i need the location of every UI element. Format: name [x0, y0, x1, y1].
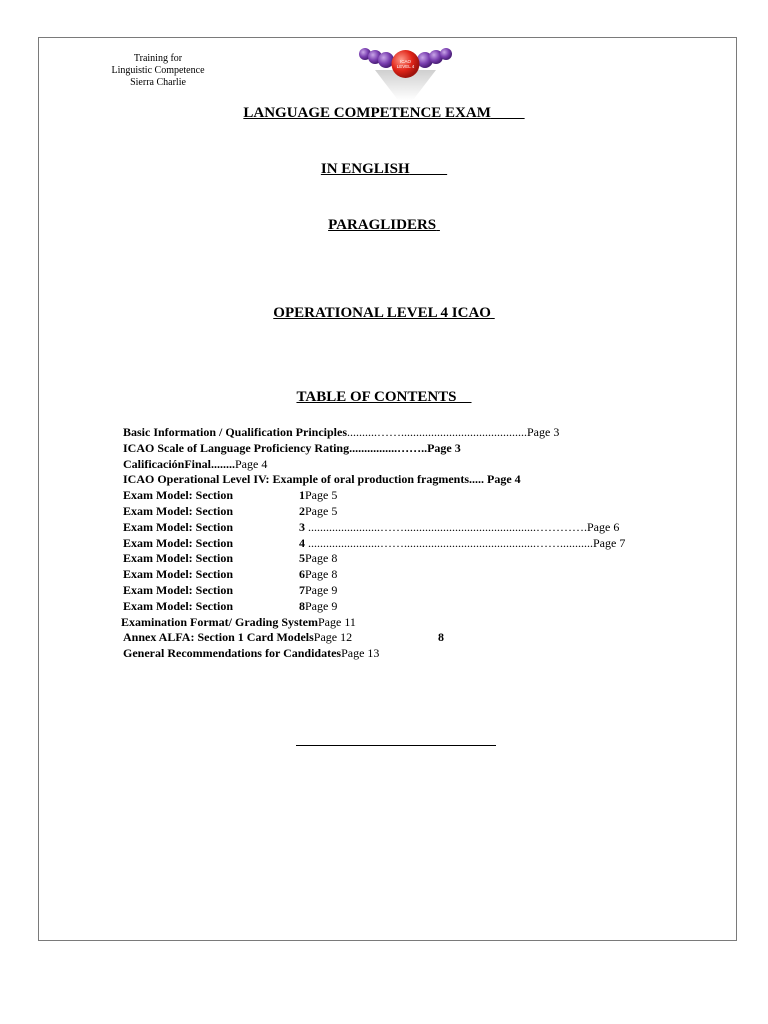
logo-text-2: LEVEL 4	[396, 64, 415, 69]
toc-entry-dots: ........................……............................................……...........	[308, 535, 593, 550]
org-line-1: Training for	[133, 53, 183, 64]
toc-entry-label: Exam Model: Section	[123, 488, 233, 503]
toc-entry-label: Annex ALFA: Section 1 Card Models	[123, 630, 314, 645]
section-number: 5	[299, 551, 305, 566]
section-number: 8	[299, 598, 305, 613]
organization-name	[93, 53, 223, 89]
language-title-text: IN ENGLISH	[320, 161, 410, 177]
toc-entry-label: ICAO Scale of Language Proficiency Rating................……..Page 3	[123, 440, 461, 455]
toc-entry-page: Page 7	[593, 535, 626, 550]
toc-entry-section-5[interactable]	[123, 551, 683, 567]
toc-entry-label: General Recommendations for Candidates	[123, 646, 342, 661]
toc-entry-section-2[interactable]	[123, 504, 683, 520]
org-line-2: Linguistic Competence	[111, 65, 205, 76]
toc-entry-section-1[interactable]	[123, 488, 683, 504]
toc-entry-page: Page 8	[305, 567, 338, 582]
toc-entry-section-6[interactable]	[123, 567, 683, 583]
toc-entry-label: Exam Model: Section	[123, 551, 233, 566]
language-title	[0, 161, 768, 178]
language-title-underline	[410, 161, 448, 177]
toc-entry-page: Page 12	[313, 630, 353, 645]
toc-entry-annex-alfa[interactable]	[123, 630, 683, 646]
toc-entry-icao-scale[interactable]	[123, 441, 683, 457]
toc-entry-label: ICAO Operational Level IV: Example of oral production fragments..... Page 4	[123, 472, 521, 487]
toc-entry-section-7[interactable]	[123, 583, 683, 599]
toc-entry-page: Page 3	[527, 425, 560, 439]
toc-entry-exam-format[interactable]	[121, 615, 683, 631]
logo-text-1: ICAO	[399, 59, 412, 64]
toc-entry-label: Exam Model: Section	[123, 503, 233, 518]
exam-title-text: LANGUAGE COMPETENCE EXAM	[243, 105, 491, 121]
annex-extra-number: 8	[438, 630, 444, 645]
level-title-text: OPERATIONAL LEVEL 4 ICAO	[273, 305, 491, 321]
toc-entry-section-3[interactable]	[123, 520, 683, 536]
toc-entry-label: Basic Information / Qualification Principles	[123, 425, 347, 439]
section-number: 4	[299, 535, 305, 550]
toc-heading-underline	[457, 389, 472, 405]
exam-title-underline	[491, 105, 525, 121]
toc-entry-page: Page 9	[305, 598, 338, 613]
toc-entry-page: Page 8	[305, 551, 338, 566]
toc-entry-recommendations[interactable]	[123, 646, 683, 662]
toc-entry-label: Exam Model: Section	[123, 535, 233, 550]
toc-entry-page: Page 5	[305, 503, 338, 518]
toc-entry-label: Exam Model: Section	[123, 519, 233, 534]
toc-entry-page: Page 9	[305, 582, 338, 597]
section-number: 7	[299, 582, 305, 597]
section-number: 3	[299, 519, 305, 534]
toc-entry-label: Exam Model: Section	[123, 567, 233, 582]
signature-line	[296, 745, 496, 746]
toc-entry-dots: ........................……............................................………….	[308, 519, 587, 534]
toc-entry-section-4[interactable]	[123, 536, 683, 552]
org-line-3: Sierra Charlie	[130, 77, 186, 88]
audience-title-text: PARAGLIDERS	[328, 217, 437, 233]
toc-entry-page: Page 4	[235, 456, 268, 471]
section-number: 1	[299, 488, 305, 503]
section-number: 6	[299, 567, 305, 582]
toc-entry-page: Page 5	[305, 488, 338, 503]
toc-entry-label: CalificaciónFinal........	[123, 456, 235, 471]
toc-entry-page: Page 13	[341, 646, 380, 661]
toc-entry-dots: ..........……..........................................	[347, 425, 527, 439]
toc-entry-page: Page 11	[318, 614, 356, 629]
section-number: 2	[299, 503, 305, 518]
toc-entry-basic-info[interactable]	[123, 425, 683, 441]
toc-entry-label: Examination Format/ Grading System	[121, 614, 318, 629]
toc-entry-label: Exam Model: Section	[123, 582, 233, 597]
toc-entry-section-8[interactable]	[123, 599, 683, 615]
exam-title	[0, 105, 768, 122]
toc-entry-page: Page 6	[587, 519, 620, 534]
toc-heading-text: TABLE OF CONTENTS	[296, 389, 457, 405]
table-of-contents	[123, 425, 683, 662]
toc-entry-calificacion[interactable]	[123, 457, 683, 473]
audience-title-underline	[436, 217, 440, 233]
audience-title	[0, 217, 768, 234]
toc-heading	[0, 389, 768, 406]
icao-level-logo	[353, 42, 458, 102]
level-title	[0, 305, 768, 322]
toc-entry-label: Exam Model: Section	[123, 598, 233, 613]
toc-entry-operational-level[interactable]	[123, 472, 683, 488]
level-title-underline	[491, 305, 495, 321]
